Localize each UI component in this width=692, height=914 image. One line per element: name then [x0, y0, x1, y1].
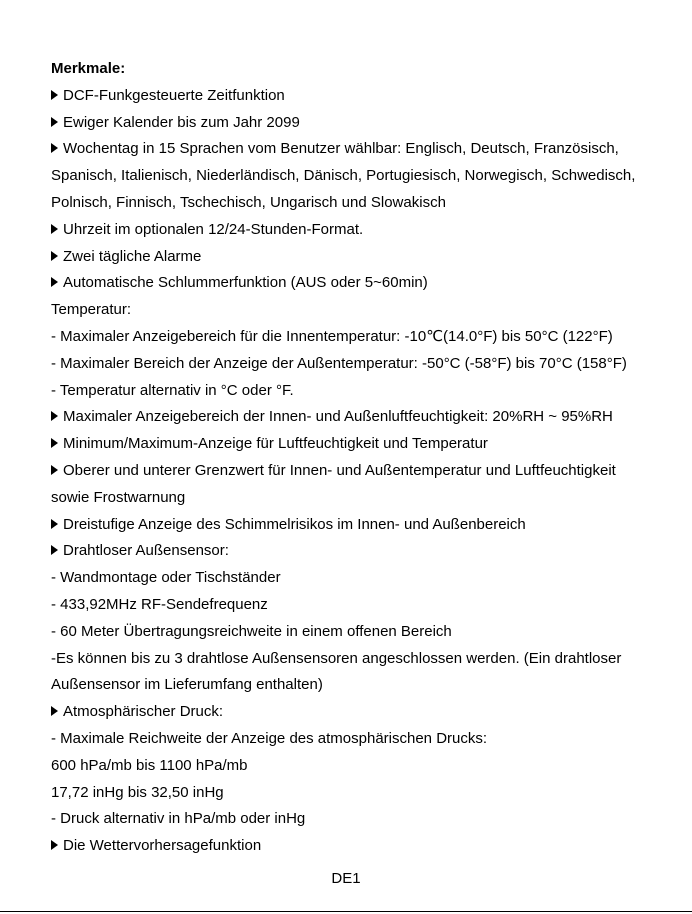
bullet-item [51, 512, 671, 539]
triangle-bullet-icon [51, 277, 58, 287]
bullet-item [51, 83, 671, 110]
line-text: sowie Frostwarnung [51, 488, 186, 506]
text-line [51, 646, 671, 673]
line-text: DCF-Funkgesteuerte Zeitfunktion [63, 86, 285, 104]
line-text: - Wandmontage oder Tischständer [51, 569, 281, 587]
line-text: Spanisch, Italienisch, Niederländisch, Dänisch, Portugiesisch, Norwegisch, Schwedisch, [51, 167, 636, 185]
line-text: Temperatur: [51, 301, 132, 319]
text-line [51, 163, 671, 190]
bullet-item [51, 136, 671, 163]
line-text: - Maximaler Bereich der Anzeige der Außentemperatur: -50°C (-58°F) bis 70°C (158°F) [51, 354, 627, 372]
bullet-item [51, 458, 671, 485]
bullet-item [51, 110, 671, 137]
line-text: Wochentag in 15 Sprachen vom Benutzer wählbar: Englisch, Deutsch, Französisch, [63, 140, 619, 158]
triangle-bullet-icon [51, 117, 58, 127]
bullet-item [51, 699, 671, 726]
bullet-item [51, 217, 671, 244]
line-text: Minimum/Maximum-Anzeige für Luftfeuchtigkeit und Temperatur [63, 435, 488, 453]
line-text: Außensensor im Lieferumfang enthalten) [51, 676, 323, 694]
line-text: Polnisch, Finnisch, Tschechisch, Ungarisch und Slowakisch [51, 193, 446, 211]
line-text: - Temperatur alternativ in °C oder °F. [51, 381, 294, 399]
line-text: Die Wettervorhersagefunktion [63, 837, 262, 855]
triangle-bullet-icon [51, 90, 58, 100]
triangle-bullet-icon [51, 224, 58, 234]
line-text: Oberer und unterer Grenzwert für Innen- und Außentemperatur und Luftfeuchtigkeit [63, 461, 616, 479]
feature-list [51, 83, 671, 860]
line-text: Uhrzeit im optionalen 12/24-Stunden-Format. [63, 220, 364, 238]
text-line [51, 485, 671, 512]
line-text: - Maximaler Anzeigebereich für die Innentemperatur: -10℃(14.0°F) bis 50°C (122°F) [51, 327, 613, 345]
bullet-item [51, 404, 671, 431]
text-line [51, 672, 671, 699]
line-text: Ewiger Kalender bis zum Jahr 2099 [63, 113, 300, 131]
triangle-bullet-icon [51, 545, 58, 555]
text-line [51, 378, 671, 405]
line-text: Dreistufige Anzeige des Schimmelrisikos im Innen- und Außenbereich [63, 515, 526, 533]
text-line [51, 190, 671, 217]
text-line [51, 565, 671, 592]
bullet-item [51, 833, 671, 860]
triangle-bullet-icon [51, 143, 58, 153]
bullet-item [51, 244, 671, 271]
triangle-bullet-icon [51, 438, 58, 448]
text-line [51, 753, 671, 780]
line-text: Maximaler Anzeigebereich der Innen- und Außenluftfeuchtigkeit: 20%RH ~ 95%RH [63, 408, 613, 426]
line-text: - Maximale Reichweite der Anzeige des atmosphärischen Drucks: [51, 729, 488, 747]
line-text: Automatische Schlummerfunktion (AUS oder 5~60min) [63, 274, 428, 292]
line-text: - 433,92MHz RF-Sendefrequenz [51, 595, 268, 613]
text-line [51, 297, 671, 324]
line-text: Atmosphärischer Druck: [63, 703, 224, 721]
line-text: 17,72 inHg bis 32,50 inHg [51, 783, 224, 801]
text-line [51, 619, 671, 646]
line-text: 600 hPa/mb bis 1100 hPa/mb [51, 756, 248, 774]
triangle-bullet-icon [51, 706, 58, 716]
bullet-item [51, 431, 671, 458]
triangle-bullet-icon [51, 519, 58, 529]
text-line [51, 780, 671, 807]
section-heading: Merkmale: [51, 60, 126, 77]
line-text: - 60 Meter Übertragungsreichweite in einem offenen Bereich [51, 622, 452, 640]
text-line [51, 806, 671, 833]
bullet-item [51, 270, 671, 297]
text-line [51, 592, 671, 619]
text-line [51, 324, 671, 351]
text-line [51, 351, 671, 378]
bullet-item [51, 538, 671, 565]
triangle-bullet-icon [51, 411, 58, 421]
triangle-bullet-icon [51, 465, 58, 475]
line-text: Drahtloser Außensensor: [63, 542, 229, 560]
text-line [51, 726, 671, 753]
line-text: Zwei tägliche Alarme [63, 247, 202, 265]
page-number: DE1 [331, 870, 361, 887]
line-text: - Druck alternativ in hPa/mb oder inHg [51, 810, 306, 828]
bottom-divider [0, 911, 692, 912]
line-text: -Es können bis zu 3 drahtlose Außensensoren angeschlossen werden. (Ein drahtloser [51, 649, 622, 667]
triangle-bullet-icon [51, 251, 58, 261]
features-section [51, 56, 671, 860]
triangle-bullet-icon [51, 840, 58, 850]
